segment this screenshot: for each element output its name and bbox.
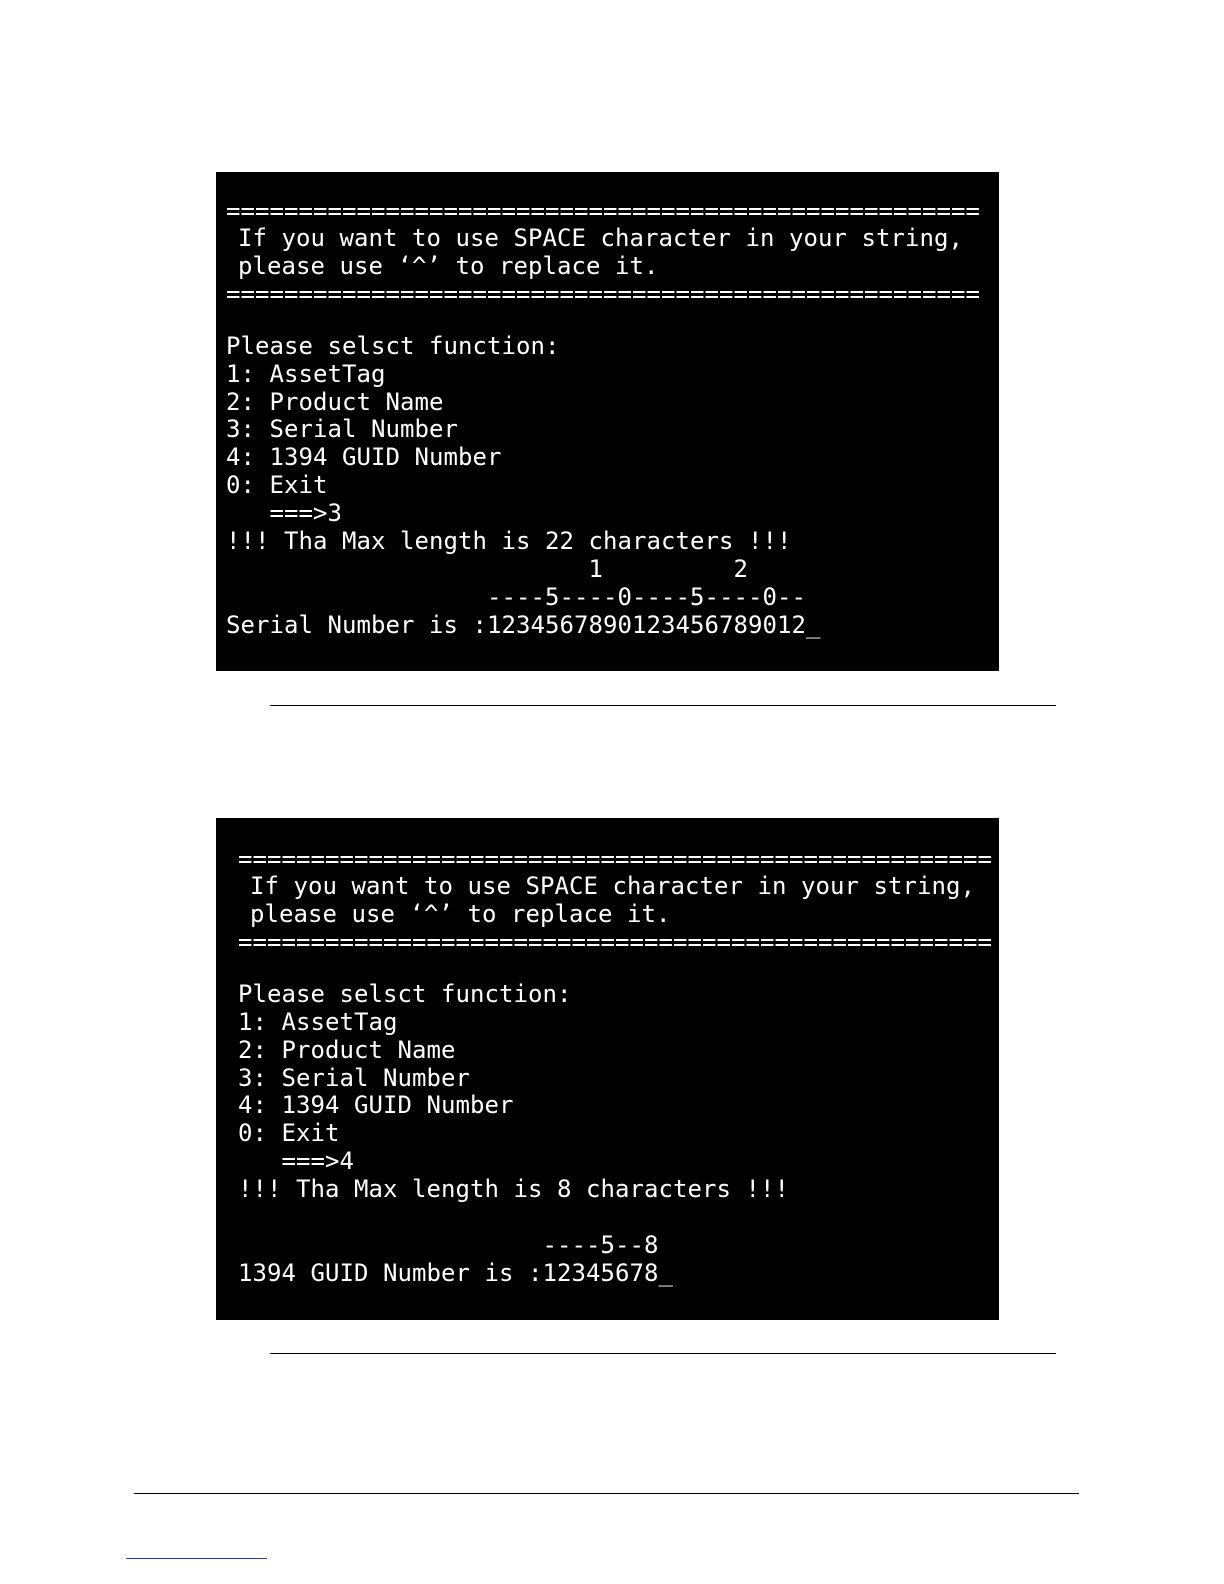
footer-rule xyxy=(134,1493,1079,1494)
menu-option-asset-tag: 1: AssetTag xyxy=(238,1008,398,1036)
caption-rule xyxy=(270,705,1056,706)
selection-input: ===>4 xyxy=(238,1147,354,1175)
footer-link-underline xyxy=(126,1558,267,1559)
caption-rule xyxy=(270,1353,1056,1354)
menu-option-exit: 0: Exit xyxy=(226,471,328,499)
space-hint-line-2: please use ‘^’ to replace it. xyxy=(238,252,659,280)
menu-option-guid-number: 4: 1394 GUID Number xyxy=(238,1091,514,1119)
ruler-units: ----5--8 xyxy=(238,1231,659,1259)
max-length-warning: !!! Tha Max length is 22 characters !!! xyxy=(226,527,792,555)
guid-number-entry: 1394 GUID Number is :12345678_ xyxy=(238,1259,673,1287)
serial-number-entry: Serial Number is :1234567890123456789012_ xyxy=(226,611,821,639)
menu-option-product-name: 2: Product Name xyxy=(238,1036,456,1064)
terminal-screenshot-guid-number xyxy=(216,818,999,1320)
menu-option-asset-tag: 1: AssetTag xyxy=(226,360,386,388)
menu-option-serial-number: 3: Serial Number xyxy=(226,415,458,443)
menu-prompt: Please selsct function: xyxy=(238,980,572,1008)
separator-line: ==================================================== xyxy=(238,928,992,956)
menu-option-exit: 0: Exit xyxy=(238,1119,340,1147)
ruler-tens: 1 2 xyxy=(226,555,748,583)
separator-line: ==================================================== xyxy=(238,845,992,873)
space-hint-line-1: If you want to use SPACE character in your string, xyxy=(238,224,963,252)
space-hint-line-2: please use ‘^’ to replace it. xyxy=(250,900,671,928)
menu-option-serial-number: 3: Serial Number xyxy=(238,1064,470,1092)
selection-input: ===>3 xyxy=(226,499,342,527)
space-hint-line-1: If you want to use SPACE character in your string, xyxy=(250,872,975,900)
max-length-warning: !!! Tha Max length is 8 characters !!! xyxy=(238,1175,789,1203)
terminal-screenshot-serial-number xyxy=(216,172,999,671)
separator-line: ==================================================== xyxy=(226,197,980,225)
menu-option-guid-number: 4: 1394 GUID Number xyxy=(226,443,502,471)
ruler-units: ----5----0----5----0-- xyxy=(226,583,806,611)
separator-line: ==================================================== xyxy=(226,280,980,308)
menu-option-product-name: 2: Product Name xyxy=(226,388,444,416)
menu-prompt: Please selsct function: xyxy=(226,332,560,360)
